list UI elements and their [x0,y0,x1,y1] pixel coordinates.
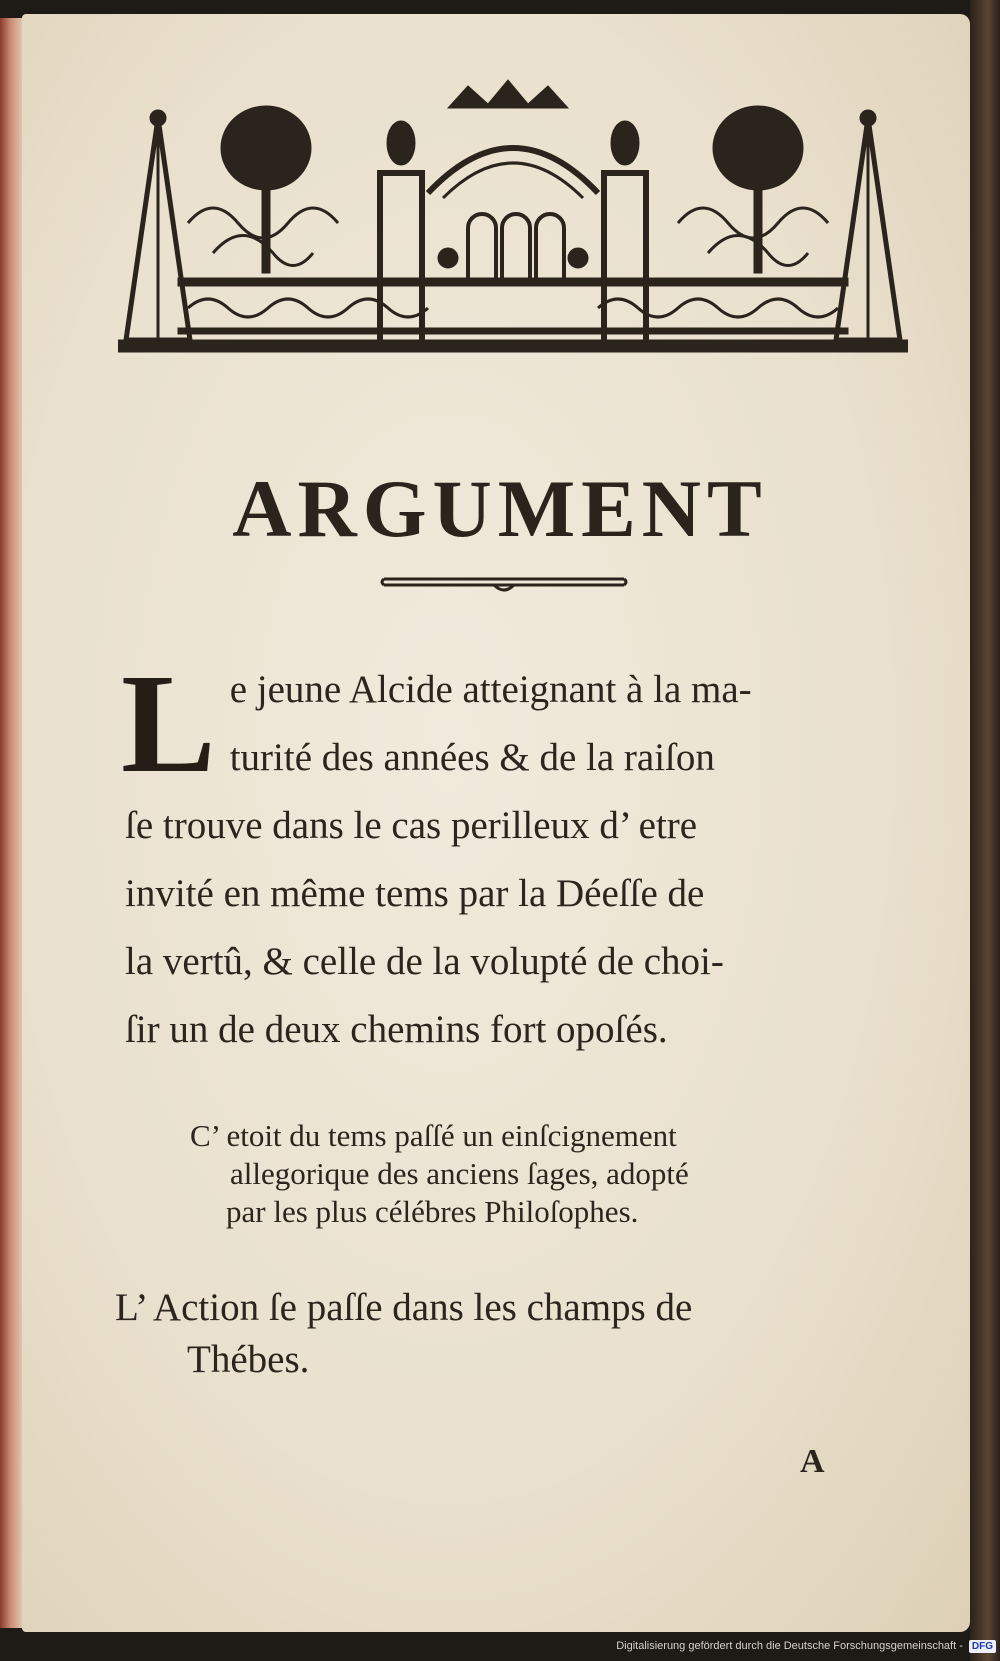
ornamental-headpiece [118,78,908,378]
ornamental-rule [378,565,630,595]
page-title: ARGUMENT [232,463,768,554]
dfg-logo: DFG [969,1640,996,1653]
paragraph-line: invité en même tems par la Déeſſe de [125,872,705,915]
scene-line: Thébes. [187,1338,310,1381]
scene-setting [115,1282,875,1386]
paragraph-line: la vertû, & celle de la volupté de choi- [125,940,724,983]
paragraph-line: e jeune Alcide atteignant à la ma- [229,668,752,711]
note-line: C’ etoit du tems paſſé un einſcignement [190,1118,677,1153]
note-line: par les plus célébres Philoſophes. [226,1194,639,1229]
scene-line: L’ Action ſe paſſe dans les champs de [115,1286,693,1329]
signature-mark: A [800,1443,825,1480]
digitization-footer [616,1633,996,1659]
allegory-note [190,1117,880,1231]
argument-paragraph [121,644,885,1064]
note-line: allegorique des anciens ſages, adopté [230,1156,689,1191]
paragraph-line: ſir un de deux chemins fort opoſés. [125,1008,668,1051]
drop-cap: L [121,644,216,802]
paragraph-line: turité des années & de la raiſon [229,736,715,779]
footer-text: Digitalisierung gefördert durch die Deutsche Forschungsgemeinschaft - [616,1640,963,1652]
paragraph-line: ſe trouve dans le cas perilleux d’ etre [125,804,698,847]
book-binding-edge [970,0,1000,1661]
